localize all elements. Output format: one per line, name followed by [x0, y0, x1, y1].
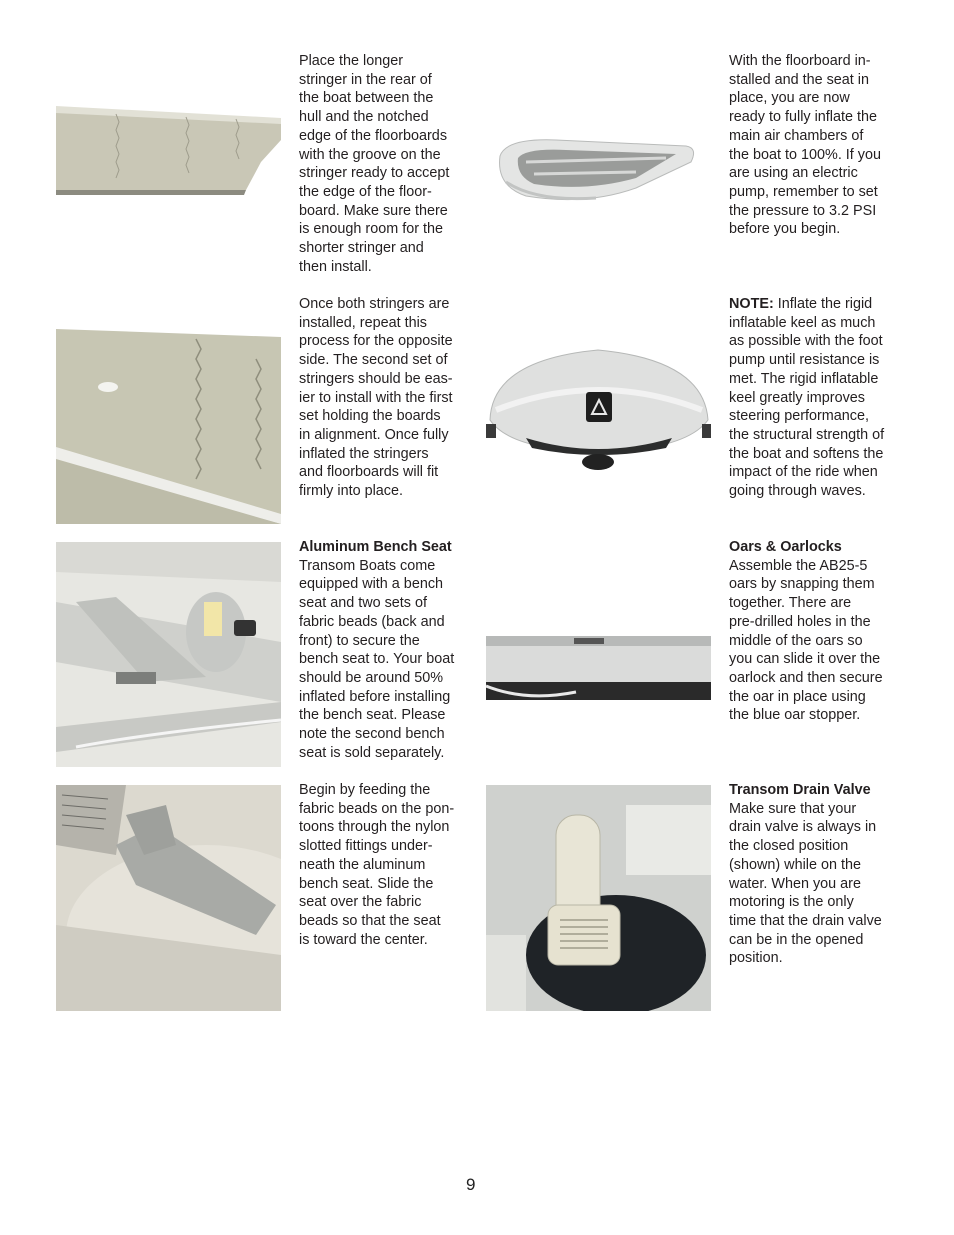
text-line: fabric beads (back and	[299, 613, 445, 630]
text-line: Transom Boats come	[299, 557, 436, 574]
text-line: stringer ready to accept	[299, 165, 450, 182]
text-line: the boat and softens the	[729, 445, 884, 462]
text-line: ready to fully inflate the	[729, 109, 877, 126]
text-line: inflated the stringers	[299, 445, 429, 462]
text-line: firmly into place.	[299, 483, 403, 500]
text-line: going through waves.	[729, 483, 866, 500]
text-line: together. There are	[729, 595, 852, 612]
text-line: keel greatly improves	[729, 389, 865, 406]
text-line: Begin by feeding the	[299, 782, 431, 798]
text-line: Make sure that your	[729, 800, 857, 817]
text-line: toons through the nylon	[299, 819, 450, 836]
section-heading: Aluminum Bench Seat	[299, 539, 452, 555]
text-line: time that the drain valve	[729, 912, 882, 929]
seat-fitting-photo	[56, 785, 281, 1011]
text-line: neath the aluminum	[299, 856, 426, 873]
inflated-boat-photo	[486, 126, 711, 208]
bench-seat-text	[299, 538, 471, 762]
text-line: With the floorboard in-	[729, 53, 871, 69]
text-line: met. The rigid inflatable	[729, 370, 879, 387]
text-line: ier to install with the first	[299, 389, 453, 406]
text-line: set holding the boards	[299, 408, 441, 425]
text-line: the blue oar stopper.	[729, 707, 861, 724]
text-line: (shown) while on the	[729, 856, 861, 873]
longer-stringer-text	[299, 52, 471, 276]
text-line: is toward the center.	[299, 931, 428, 948]
text-line: bench seat. Slide the	[299, 875, 434, 892]
text-line: are using an electric	[729, 165, 858, 182]
text-line: should be around 50%	[299, 669, 444, 686]
oarlock-photo	[486, 632, 711, 704]
text-line: as possible with the foot	[729, 333, 883, 350]
text-line: shorter stringer and	[299, 240, 424, 257]
text-line: in alignment. Once fully	[299, 426, 449, 443]
text-line: steering performance,	[729, 408, 869, 425]
text-line: the structural strength of	[729, 426, 885, 443]
text-line: the pressure to 3.2 PSI	[729, 202, 877, 219]
oars-text	[729, 538, 901, 725]
floorboard-stringer-photo	[56, 100, 281, 195]
text-line: board. Make sure there	[299, 202, 448, 219]
page-number: 9	[466, 1175, 476, 1194]
text-line: note the second bench	[299, 726, 445, 743]
text-line: place, you are now	[729, 90, 850, 107]
text-line: stringers should be eas-	[299, 370, 453, 387]
text-line: hull and the notched	[299, 109, 429, 126]
text-line: front) to secure the	[299, 632, 420, 649]
text-line: position.	[729, 950, 783, 967]
text-line: side. The second set of	[299, 352, 448, 369]
text-line: motoring is the only	[729, 894, 854, 911]
inflate-chambers-text	[729, 52, 901, 239]
text-line: bench seat to. Your boat	[299, 651, 455, 668]
drain-valve-photo	[486, 785, 711, 1011]
text-line: then install.	[299, 258, 372, 275]
note-first-text: Inflate the rigid	[777, 296, 873, 312]
text-line: you can slide it over the	[729, 651, 881, 668]
text-line: stalled and the seat in	[729, 71, 870, 88]
text-line: Place the longer	[299, 53, 404, 69]
text-line: fabric beads on the pon-	[299, 800, 455, 817]
text-line: pump, remember to set	[729, 183, 878, 200]
floorboards-photo	[56, 329, 281, 524]
text-line: installed, repeat this	[299, 314, 427, 331]
text-line: Assemble the AB25-5	[729, 557, 868, 574]
text-line: equipped with a bench	[299, 576, 444, 593]
text-line: the oar in place using	[729, 688, 866, 705]
text-line: is enough room for the	[299, 221, 443, 238]
text-line: beads so that the seat	[299, 912, 441, 929]
bench-seat-photo	[56, 542, 281, 767]
text-line: water. When you are	[729, 875, 861, 892]
text-line: pump until resistance is	[729, 352, 880, 369]
text-line: oars by snapping them	[729, 576, 875, 593]
text-line: inflatable keel as much	[729, 314, 876, 331]
section-heading: Transom Drain Valve	[729, 782, 871, 798]
text-line: seat is sold separately.	[299, 744, 445, 761]
keel-note-text	[729, 295, 901, 501]
text-line: oarlock and then secure	[729, 669, 883, 686]
text-line: stringer in the rear of	[299, 71, 432, 88]
text-line: the boat to 100%. If you	[729, 146, 882, 163]
note-line	[729, 295, 901, 314]
text-line: the closed position	[729, 838, 849, 855]
text-line: drain valve is always in	[729, 819, 877, 836]
text-line: process for the opposite	[299, 333, 453, 350]
text-line: inflated before installing	[299, 688, 451, 705]
section-heading: Oars & Oarlocks	[729, 539, 842, 555]
note-label: NOTE:	[729, 296, 774, 312]
text-line: Once both stringers are	[299, 296, 450, 312]
boat-bow-keel-photo	[486, 340, 711, 472]
text-line: seat and two sets of	[299, 595, 427, 612]
text-line: and floorboards will fit	[299, 464, 439, 481]
text-line: the bench seat. Please	[299, 707, 446, 724]
drain-valve-text	[729, 781, 901, 968]
text-line: the edge of the floor-	[299, 183, 432, 200]
text-line: seat over the fabric	[299, 894, 422, 911]
text-line: the boat between the	[299, 90, 434, 107]
text-line: slotted fittings under-	[299, 838, 433, 855]
text-line: middle of the oars so	[729, 632, 863, 649]
text-line: main air chambers of	[729, 127, 864, 144]
text-line: edge of the floorboards	[299, 127, 448, 144]
fabric-beads-text	[299, 781, 471, 949]
text-line: impact of the ride when	[729, 464, 878, 481]
text-line: before you begin.	[729, 221, 841, 238]
text-line: can be in the opened	[729, 931, 864, 948]
text-line: with the groove on the	[299, 146, 441, 163]
both-stringers-text	[299, 295, 471, 501]
text-line: pre-drilled holes in the	[729, 613, 871, 630]
